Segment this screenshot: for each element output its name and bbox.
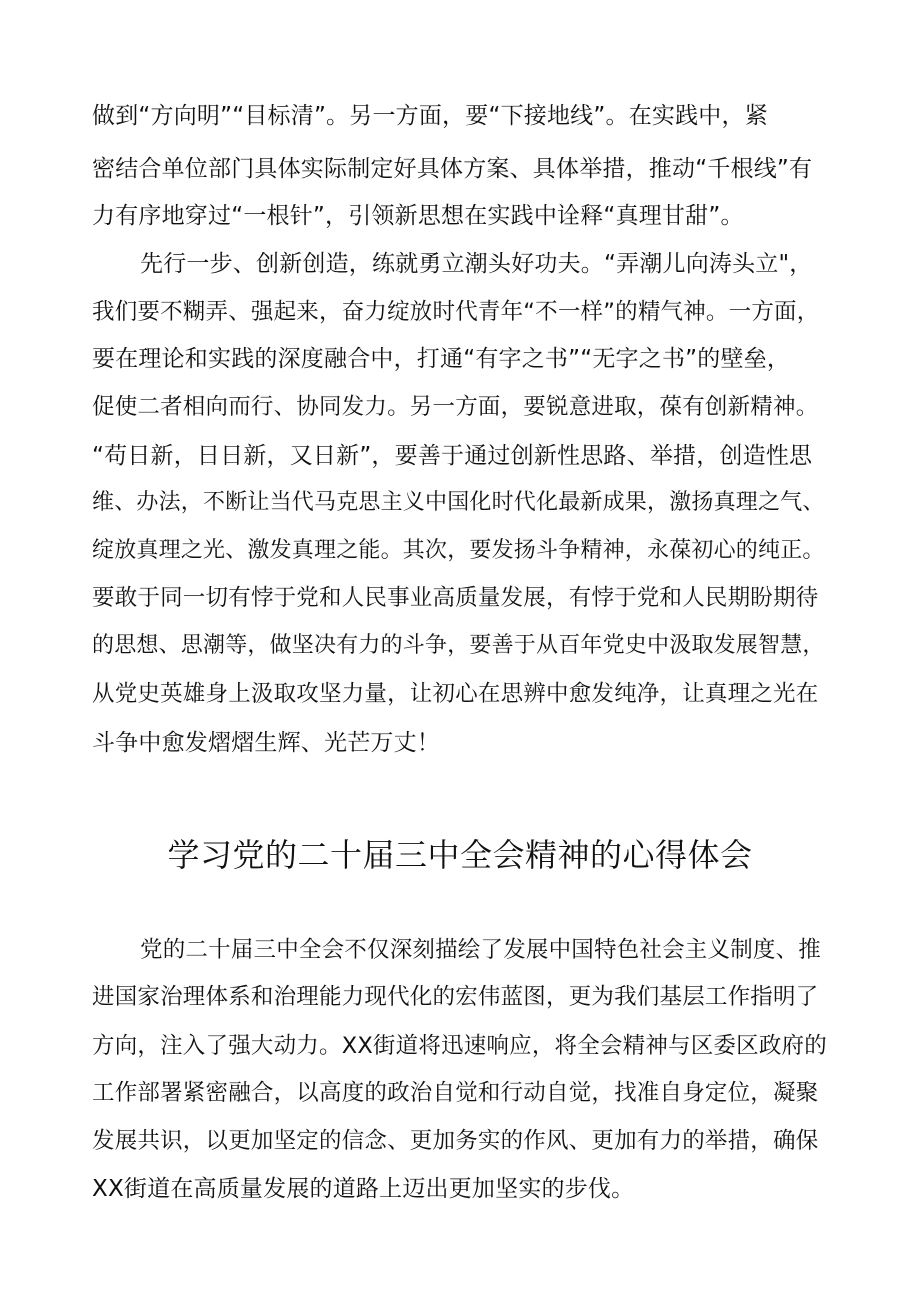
paragraph-line: 要在理论和实践的深度融合中，打通“有字之书”“无字之书”的壁垒，: [92, 346, 791, 372]
paragraph-line: 进国家治理体系和治理能力现代化的宏伟蓝图，更为我们基层工作指明了: [92, 984, 819, 1010]
paragraph-line: 我们要不糊弄、强起来，奋力绽放时代青年“不一样”的精气神。一方面，: [92, 299, 820, 325]
paragraph-line: “苟日新，日日新，又日新”，要善于通过创新性思路、举措，创造性思: [92, 443, 813, 469]
paragraph-line: 要敢于同一切有悖于党和人民事业高质量发展，有悖于党和人民期盼期待: [92, 585, 819, 611]
paragraph-line: 促使二者相向而行、协同发力。另一方面，要锐意进取，葆有创新精神。: [92, 394, 819, 420]
paragraph-line: 从党史英雄身上汲取攻坚力量，让初心在思辨中愈发纯净，让真理之光在: [92, 681, 819, 707]
paragraph-line: 党的二十届三中全会不仅深刻描绘了发展中国特色社会主义制度、推: [140, 937, 822, 963]
paragraph-line: 维、办法，不断让当代马克思主义中国化时代化最新成果，激扬真理之气、: [92, 490, 825, 515]
paragraph-line: 发展共识，以更加坚定的信念、更加务实的作风、更加有力的举措，确保: [92, 1128, 819, 1154]
section-heading: 学习党的二十届三中全会精神的心得体会: [167, 836, 753, 874]
paragraph-line: 力有序地穿过“一根针”，引领新思想在实践中诠释“真理甘甜”。: [92, 203, 744, 229]
paragraph-line: 绽放真理之光、激发真理之能。其次，要发扬斗争精神，永葆初心的纯正。: [92, 538, 825, 563]
paragraph-line: 工作部署紧密融合，以高度的政治自觉和行动自觉，找准自身定位，凝聚: [92, 1080, 819, 1106]
paragraph-line: 方向，注入了强大动力。XX街道将迅速响应，将全会精神与区委区政府的: [92, 1033, 827, 1059]
paragraph-line: 的思想、思潮等，做坚决有力的斗争，要善于从百年党史中汲取发展智慧，: [92, 633, 825, 658]
paragraph-line: XX街道在高质量发展的道路上迈出更加坚实的步伐。: [92, 1176, 635, 1202]
paragraph-line: 先行一步、创新创造，练就勇立潮头好功夫。“弄潮儿向涛头立"，: [140, 251, 813, 277]
paragraph-line: 做到“方向明”“目标清”。另一方面，要“下接地线”。在实践中，紧: [92, 103, 768, 129]
paragraph-line: 斗争中愈发熠熠生辉、光芒万丈！: [92, 730, 440, 756]
paragraph-line: 密结合单位部门具体实际制定好具体方案、具体举措，推动“千根线”有: [92, 156, 813, 182]
